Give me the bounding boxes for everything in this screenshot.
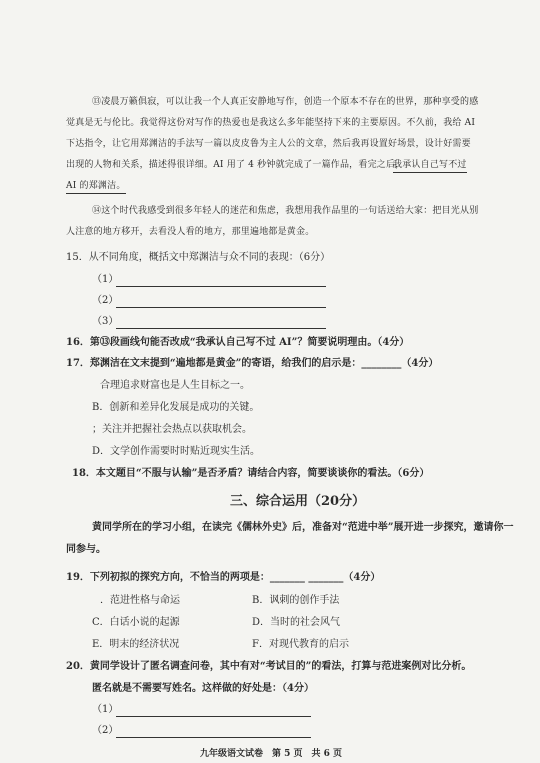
q19-option-e: E．明末的经济状况 (92, 639, 180, 650)
q19-option-d: D．当时的社会风气 (252, 617, 341, 628)
q17-option-a: 合理追求财富也是人生目标之一。 (100, 380, 250, 391)
q19-option-b: B．讽刺的创作手法 (252, 595, 340, 606)
passage-p13-line-2: 觉真是无与伦比。我觉得这份对写作的热爱也是我这么多年能坚持下来的主要原因。不久前，我给 AI (66, 118, 476, 128)
q20-item-1-label: （1） (92, 704, 119, 715)
q15-item-2-label: （2） (92, 295, 119, 306)
q15-item-3-label: （3） (92, 316, 119, 327)
q20-item-2-label: （2） (92, 725, 119, 736)
question-17: 17．郑渊洁在文末提到“遍地都是黄金”的寄语，给我们的启示是：________（4分） (66, 358, 439, 369)
section-3-title: 三、综合运用（20分） (230, 494, 366, 509)
q15-item-1-label: （1） (92, 274, 119, 285)
question-16: 16．第⑬段画线句能否改成“我承认自己写不过 AI”？简要说明理由。（4分） (66, 337, 410, 348)
question-20-line-1: 20．黄同学设计了匿名调查问卷，其中有对“考试目的”的看法，打算与范进案例对比分析。 (66, 661, 472, 672)
section-3-intro-line-2: 同参与。 (66, 544, 106, 555)
section-3-intro-line-1: 黄同学所在的学习小组，在读完《儒林外史》后，准备对“范进中举”展开进一步探究，邀请你一 (92, 522, 514, 533)
q15-answer-line-1[interactable] (116, 286, 326, 287)
question-19: 19．下列初拟的探究方向，不恰当的两项是：_______ _______（4分） (66, 572, 381, 583)
passage-p14-line-2: 人注意的地方移开，去看没人看的地方，那里遍地都是黄金。 (66, 227, 315, 237)
q19-option-c: C．白话小说的起源 (92, 617, 180, 628)
q15-answer-line-3[interactable] (116, 328, 326, 329)
q19-option-f: F．对现代教育的启示 (252, 639, 349, 650)
q20-answer-line-2[interactable] (116, 737, 311, 738)
passage-p13-line-4: 出现的人物和关系，描述得很详细。AI 用了 4 秒钟就完成了一篇作品，看完之后， (66, 160, 405, 170)
passage-p13-underlined-part-1: 我承认自己写不过 (393, 159, 467, 173)
page-footer: 九年级语文试卷 第 5 页 共 6 页 (200, 749, 343, 759)
q17-option-d: D．文学创作需要时时贴近现实生活。 (92, 446, 261, 457)
q20-answer-line-1[interactable] (116, 716, 311, 717)
q17-option-c: ；关注并把握社会热点以获取机会。 (92, 424, 252, 435)
passage-p13-line-1: ⑬凌晨万籁俱寂，可以让我一个人真正安静地写作，创造一个原本不存在的世界，那种享受的感 (92, 97, 479, 107)
q19-option-a: ．范进性格与命运 (100, 595, 180, 606)
q15-answer-line-2[interactable] (116, 307, 326, 308)
passage-p13-line-3: 下达指令，让它用郑渊洁的手法写一篇以皮皮鲁为主人公的文章，然后我再设置好场景，设计好需要 (66, 139, 471, 149)
question-15: 15．从不同角度，概括文中郑渊洁与众不同的表现：（6分） (66, 252, 331, 263)
question-18: 18．本文题目“不服与认输”是否矛盾？请结合内容，简要谈谈你的看法。（6分） (72, 468, 430, 479)
question-20-line-2: 匿名就是不需要写姓名。这样做的好处是：（4分） (92, 683, 314, 694)
passage-p13-underlined-part-2: AI 的郑渊洁。 (66, 180, 126, 194)
q17-option-b: B．创新和差异化发展是成功的关键。 (92, 402, 260, 413)
passage-p14-line-1: ⑭这个时代我感受到很多年轻人的迷茫和焦虑，我想用我作品里的一句话送给大家：把目光从别 (92, 206, 479, 216)
